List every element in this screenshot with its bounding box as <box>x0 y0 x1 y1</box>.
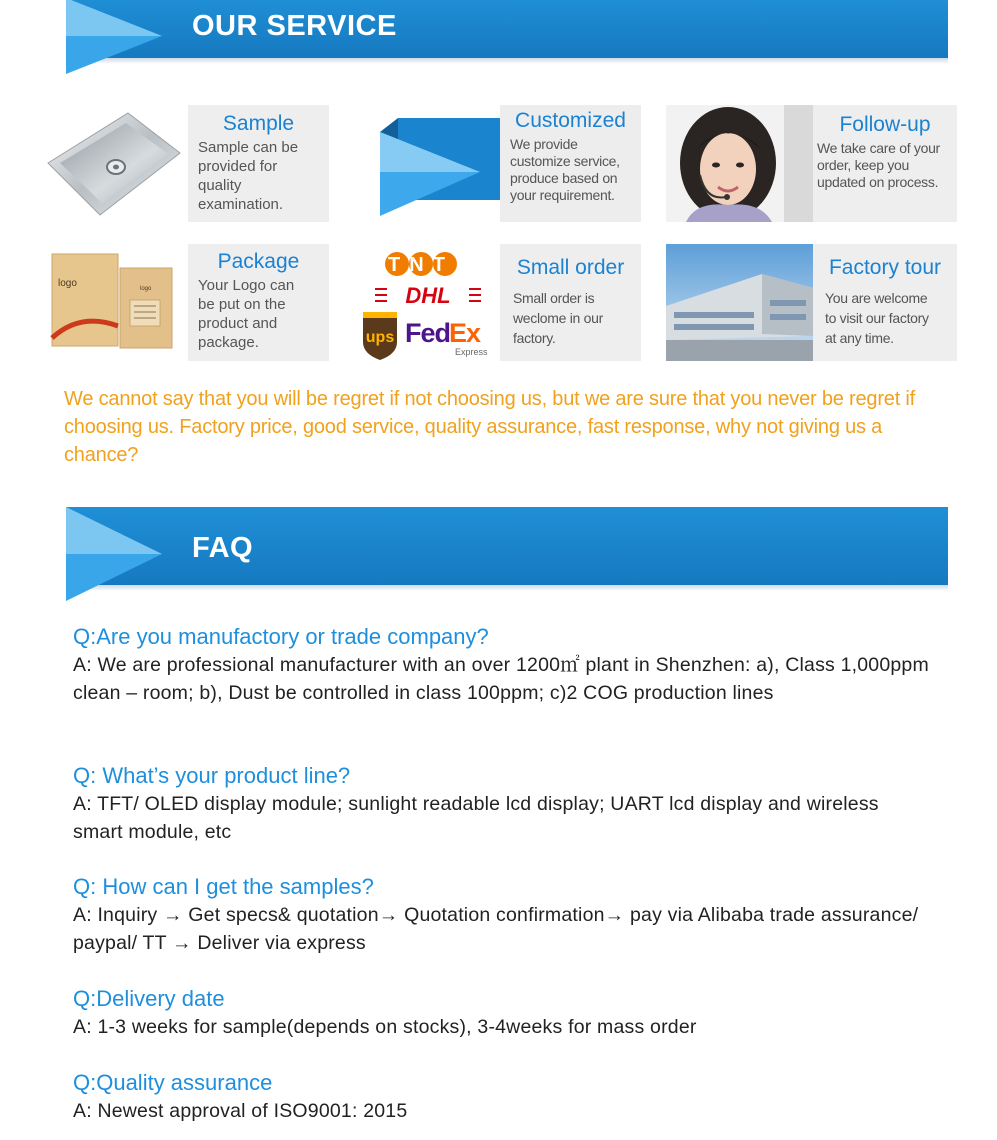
faq-answer: A: 1-3 weeks for sample(depends on stocks), 3-4weeks for mass order <box>73 1016 697 1038</box>
faq-item <box>73 762 933 846</box>
svg-text:Fed: Fed <box>405 318 451 348</box>
faq-item <box>73 623 933 707</box>
service-card-package: Package Your Logo can be put on the product and package. <box>188 244 329 361</box>
faq-answer: A: Inquiry → Get specs& quotation→ Quotation confirmation→ pay via Alibaba trade assurance/ paypal/ TT → Deliver via express <box>73 904 919 954</box>
faq-answer: A: We are professional manufacturer with an over 1200㎡ plant in Shenzhen: a), Class 1,000ppm clean – room; b), Dust be controlled in class 100ppm; c)2 COG production lines <box>73 654 929 704</box>
faq-item <box>73 985 933 1041</box>
ups-logo <box>363 312 397 360</box>
service-card-sample: Sample Sample can be provided for quality examination. <box>188 105 329 222</box>
faq-answer: A: TFT/ OLED display module; sunlight readable lcd display; UART lcd display and wireless smart module, etc <box>73 793 879 843</box>
tnt-logo <box>385 252 457 276</box>
customized-fold-image <box>380 112 500 220</box>
our-service-banner <box>66 0 948 74</box>
our-service-title: OUR SERVICE <box>192 10 397 42</box>
faq-answer: A: Newest approval of ISO9001: 2015 <box>73 1100 408 1122</box>
svg-text:ups: ups <box>365 329 395 346</box>
sink-image <box>40 105 186 222</box>
service-title-sample: Sample <box>222 112 295 135</box>
fedex-logo <box>405 318 488 357</box>
service-card-small-order: Small order Small order is weclome in our factory. <box>500 244 641 361</box>
faq-question: Q: How can I get the samples? <box>73 874 374 899</box>
service-title-package: Package <box>217 250 300 273</box>
faq-item <box>73 873 933 957</box>
faq-banner <box>66 507 948 583</box>
svg-text:Express: Express <box>455 347 488 357</box>
faq-title: FAQ <box>192 532 254 564</box>
courier-logos-image <box>357 246 499 360</box>
banner-fold-icon <box>66 507 162 601</box>
dhl-logo <box>375 283 481 308</box>
svg-text:Ex: Ex <box>449 318 481 348</box>
svg-text:DHL: DHL <box>405 283 451 308</box>
service-card-customized: Customized We provide customize service, produce based on your requirement. <box>500 105 641 222</box>
factory-building-image <box>666 244 813 361</box>
service-title-small-order: Small order <box>516 256 625 279</box>
package-logo-left: logo <box>58 278 77 289</box>
service-title-follow-up: Follow-up <box>839 113 931 136</box>
service-card-factory-tour: Factory tour You are welcome to visit our factory at any time. <box>813 244 957 361</box>
service-title-customized: Customized <box>515 109 626 132</box>
package-logo-right: logo <box>140 286 152 292</box>
package-boxes-image <box>50 250 174 350</box>
faq-item <box>73 1069 933 1125</box>
support-agent-image <box>666 105 813 222</box>
service-title-factory-tour: Factory tour <box>828 256 942 279</box>
svg-text:TNT: TNT <box>388 254 454 276</box>
faq-question: Q:Delivery date <box>73 986 225 1011</box>
pitch-paragraph: We cannot say that you will be regret if not choosing us, but we are sure that you never be regret if choosing us. Factory price, good service, quality assurance, fast response, why not giving us a chance? <box>64 388 916 466</box>
faq-question: Q:Quality assurance <box>73 1070 273 1095</box>
banner-fold-icon <box>66 0 162 74</box>
service-card-follow-up: Follow-up We take care of your order, keep you updated on process. <box>813 105 957 222</box>
faq-question: Q:Are you manufactory or trade company? <box>73 624 489 649</box>
faq-question: Q: What’s your product line? <box>73 763 351 788</box>
